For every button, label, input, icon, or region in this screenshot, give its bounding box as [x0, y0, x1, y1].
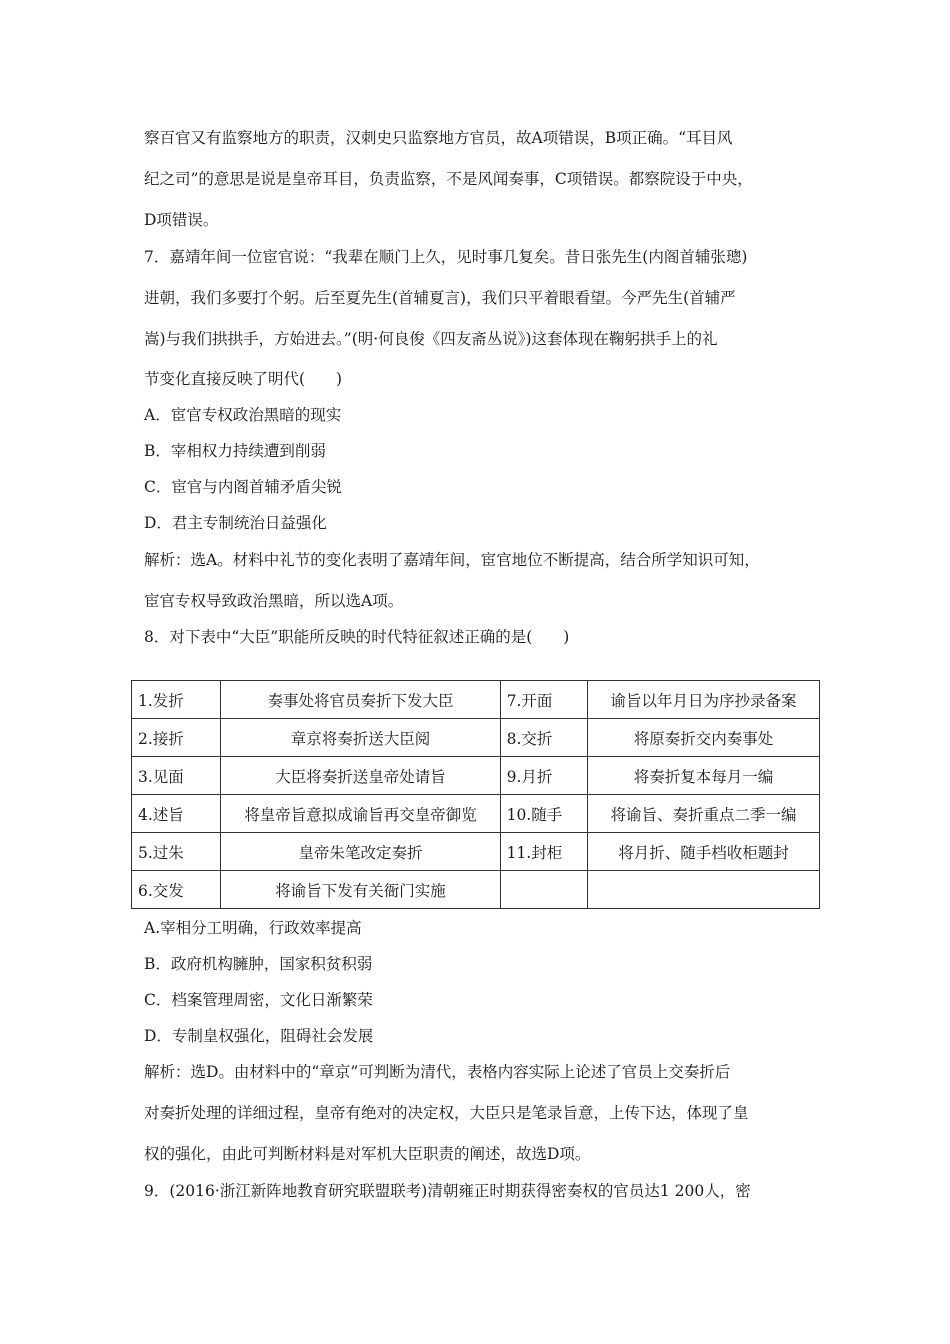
text-line: 嵩)与我们拱拱手，方始进去。”(明·何良俊《四友斋丛说》)这套体现在鞠躬拱手上的礼: [144, 330, 718, 348]
table-row: [132, 681, 820, 719]
table-cell: 将奏折复本每月一编: [587, 757, 819, 795]
option-b: B．宰相权力持续遭到削弱: [144, 442, 326, 460]
table-row: [132, 719, 820, 757]
table-cell: 7.开面: [500, 681, 587, 719]
table-cell: 4.述旨: [132, 795, 221, 833]
question-9-stem: 9．(2016·浙江新阵地教育研究联盟联考)清朝雍正时期获得密奏权的官员达1 200人，密: [144, 1182, 751, 1200]
question-8-stem: 8．对下表中“大臣”职能所反映的时代特征叙述正确的是( ): [144, 628, 570, 646]
table-row: [132, 871, 820, 909]
text-line: 对奏折处理的详细过程，皇帝有绝对的决定权，大臣只是笔录旨意，上传下达，体现了皇: [144, 1104, 749, 1122]
table-cell: [500, 871, 587, 909]
option-c: C．宦官与内阁首辅矛盾尖锐: [144, 478, 342, 496]
text-line: 权的强化，由此可判断材料是对军机大臣职责的阐述，故选D项。: [144, 1145, 591, 1163]
table-cell: 1.发折: [132, 681, 221, 719]
table-cell: [587, 871, 819, 909]
table-cell: 11.封柜: [500, 833, 587, 871]
option-b: B．政府机构臃肿，国家积贫积弱: [144, 955, 373, 973]
text-line: 察百官又有监察地方的职责，汉刺史只监察地方官员，故A项错误，B项正确。“耳目风: [144, 129, 733, 147]
table-row: [132, 757, 820, 795]
table-cell: 3.见面: [132, 757, 221, 795]
table-cell: 5.过朱: [132, 833, 221, 871]
text-line: 纪之司”的意思是说是皇帝耳目，负责监察，不是风闻奏事，C项错误。都察院设于中央，: [144, 170, 753, 188]
table-cell: 10.随手: [500, 795, 587, 833]
table-cell: 将谕旨下发有关衙门实施: [221, 871, 500, 909]
option-d: D．专制皇权强化，阻碍社会发展: [144, 1027, 374, 1045]
analysis-7: 解析：选A。材料中礼节的变化表明了嘉靖年间，宦官地位不断提高，结合所学知识可知，: [144, 551, 760, 569]
text-line: 宦官专权导致政治黑暗，所以选A项。: [144, 592, 404, 610]
table-cell: 奏事处将官员奏折下发大臣: [221, 681, 500, 719]
table-cell: 皇帝朱笔改定奏折: [221, 833, 500, 871]
option-a: A.宰相分工明确，行政效率提高: [144, 919, 362, 937]
analysis-8: 解析：选D。由材料中的“章京”可判断为清代，表格内容实际上论述了官员上交奏折后: [144, 1063, 731, 1081]
table-cell: 8.交折: [500, 719, 587, 757]
text-line: 进朝，我们多要打个躬。后至夏先生(首辅夏言)，我们只平着眼看望。今严先生(首辅严: [144, 289, 736, 307]
minister-duties-table: [131, 680, 820, 909]
table-cell: 将原奏折交内奏事处: [587, 719, 819, 757]
table-cell: 章京将奏折送大臣阅: [221, 719, 500, 757]
question-7-stem: 7．嘉靖年间一位宦官说：“我辈在顺门上久，见时事几复矣。昔日张先生(内阁首辅张璁): [144, 248, 748, 266]
table-cell: 将皇帝旨意拟成谕旨再交皇帝御览: [221, 795, 500, 833]
option-a: A．宦官专权政治黑暗的现实: [144, 406, 342, 424]
table-cell: 2.接折: [132, 719, 221, 757]
table-cell: 将谕旨、奏折重点二季一编: [587, 795, 819, 833]
option-c: C．档案管理周密，文化日渐繁荣: [144, 991, 373, 1009]
table-cell: 将月折、随手档收柜题封: [587, 833, 819, 871]
table-cell: 大臣将奏折送皇帝处请旨: [221, 757, 500, 795]
text-line: D项错误。: [144, 211, 219, 229]
table-row: [132, 795, 820, 833]
text-line: 节变化直接反映了明代( ): [144, 370, 343, 388]
table-cell: 9.月折: [500, 757, 587, 795]
table-cell: 谕旨以年月日为序抄录备案: [587, 681, 819, 719]
table-cell: 6.交发: [132, 871, 221, 909]
table-row: [132, 833, 820, 871]
option-d: D．君主专制统治日益强化: [144, 514, 327, 532]
